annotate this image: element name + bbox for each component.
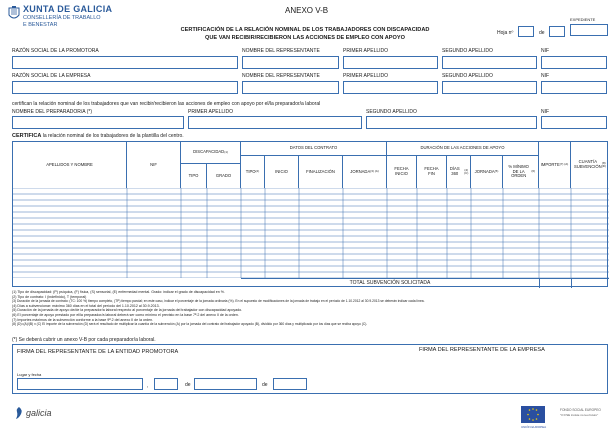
total-cuantia-cell[interactable] [571, 278, 609, 288]
day-input[interactable] [154, 378, 178, 390]
lugar-input[interactable] [17, 378, 143, 390]
certifica-line [12, 133, 184, 139]
col-fecha-fin: FECHA FIN [417, 156, 447, 188]
pct-sup: (6) [531, 169, 535, 174]
col-apellidos: APELLIDOS Y NOMBRE [13, 142, 127, 188]
cuantia-sup: (8) (D) [601, 160, 606, 168]
footer-note: (*) Se deberá cubrir un anexo V-B por cada preparador/a laboral. [12, 337, 156, 343]
empresa-ap1-input[interactable] [343, 81, 438, 94]
total-sheets-input[interactable] [549, 26, 565, 37]
org-sub2: E BENESTAR [23, 22, 58, 28]
note-5: (5) Duración de la jornada de apoyo de/de la preparador/a laboral respecto al porcentaje de la jornada del trabajador con discapacidad apoyado. [12, 308, 243, 313]
preparador-ap2-input[interactable] [366, 116, 537, 129]
eu-flag-icon [521, 406, 545, 423]
notes-block [12, 290, 425, 327]
preparador-nif-input[interactable] [541, 116, 607, 129]
col-tipo: TIPO [181, 164, 207, 188]
jornada-label: JORNADA [350, 168, 371, 174]
promotora-rep-label: NOMBRE DEL REPRESENTANTE [242, 48, 320, 54]
preparador-nombre-label: NOMBRE DEL PREPARADOR/A (*) [12, 109, 93, 115]
empresa-ap2-label: SEGUNDO APELLIDO [442, 73, 493, 79]
dias-label: DÍAS 360 [449, 166, 460, 176]
promotora-razon-label: RAZÓN SOCIAL DE LA PROMOTORA [12, 48, 99, 54]
certify-text: certifican la relación nominal de los trabajadores que van recibir/recibieron las acciones de empleo con apoyo por el/la preparador/a laboral [12, 101, 321, 107]
col-discapacidad [181, 142, 241, 164]
col-importe [539, 142, 571, 188]
col-jornada-apoyo [471, 156, 503, 188]
note-1: (1) Tipo de discapacidad: (P) psíquica, (F) física, (S) sensorial, (E) enfermedad mental. Grado: indicar el grado de discapacidad en %. [12, 290, 225, 294]
firma-promotora: FIRMA DEL REPRESENTANTE DE LA ENTIDAD PROMOTORA [17, 349, 179, 355]
month-input[interactable] [194, 378, 257, 390]
promotora-ap2-label: SEGUNDO APELLIDO [442, 48, 493, 54]
col-jornada [343, 156, 387, 188]
col-nif: NIF [127, 142, 181, 188]
empresa-razon-label: RAZÓN SOCIAL DE LA EMPRESA [12, 73, 91, 79]
table-body-grid[interactable] [13, 188, 609, 278]
promotora-ap1-label: PRIMER APELLIDO [343, 48, 389, 54]
preparador-ap2-label: SEGUNDO APELLIDO [366, 109, 417, 115]
lugar-label: Lugar y fecha [17, 372, 42, 377]
certifica-bold: CERTIFICA [12, 133, 42, 139]
certifica-rest: la relación nominal de los trabajadores de la plantilla del centro. [41, 133, 184, 139]
note-6: (6) El porcentaje de apoyo prestado por el/la preparador/a laboral deberá ser como mínimo el previsto en la base 7ª.2 del anexo II de la orden. [12, 312, 239, 317]
pct-label: % MÍNIMO DE LA ORDEN [508, 164, 529, 179]
col-finalizacion: FINALIZACIÓN [299, 156, 343, 188]
org-name: XUNTA DE GALICIA [23, 4, 113, 14]
eu-label: UNIÓN EUROPEA [521, 425, 547, 429]
sheet-number-input[interactable] [518, 26, 534, 37]
jornada2-label: JORNADA [474, 168, 495, 174]
preparador-nif-label: NIF [541, 109, 550, 115]
title-line2: QUE VAN RECIBIR/RECIBIERON LAS ACCIONES DE EMPLEO CON APOYO [205, 35, 405, 41]
col-dias [447, 156, 471, 188]
col-pct [503, 156, 539, 188]
jornada-sup: (3) (A) [370, 169, 379, 174]
preparador-ap1-label: PRIMER APELLIDO [188, 109, 234, 115]
tipo-c-label: TIPO [245, 168, 256, 174]
fse-line1: FONDO SOCIAL EUROPEO [560, 408, 601, 412]
title-line1: CERTIFICACIÓN DE LA RELACIÓN NOMINAL DE LOS TRABAJADORES CON DISCAPACIDAD [180, 27, 430, 33]
promotora-nif-label: NIF [541, 48, 550, 54]
org-sub1: CONSELLERÍA DE TRABALLO [23, 15, 101, 21]
fse-line2: "O FSE inviste no teu futuro" [560, 413, 599, 417]
discapacidad-label: DISCAPACIDAD [193, 149, 225, 155]
col-inicio: INICIO [265, 156, 299, 188]
signature-box [12, 344, 608, 394]
promotora-ap1-input[interactable] [343, 56, 438, 69]
empresa-ap1-label: PRIMER APELLIDO [343, 73, 389, 79]
expediente-input[interactable] [570, 24, 608, 36]
cuantia-label: CUANTÍA SUBVENCIÓN [574, 159, 602, 169]
de-sep-1: de [185, 382, 191, 388]
de-sep-2: de [262, 382, 268, 388]
empresa-nif-input[interactable] [541, 81, 607, 94]
total-label: TOTAL SUBVENCIÓN SOLICITADA [241, 278, 539, 288]
discapacidad-sup: (1) [224, 149, 228, 154]
note-7: (7) Importes máximos de la subvención conforme a la base 9ª.2 del anexo II de la orden. [12, 317, 154, 322]
dias-sup: (4) (C) [464, 167, 469, 175]
comma-sep: , [147, 383, 149, 389]
promotora-rep-input[interactable] [242, 56, 339, 69]
preparador-nombre-input[interactable] [12, 116, 184, 129]
jornada2-sup: (5) [494, 169, 499, 174]
empresa-rep-label: NOMBRE DEL REPRESENTANTE [242, 73, 320, 79]
firma-empresa: FIRMA DEL REPRESENTANTE DE LA EMPRESA [419, 347, 545, 353]
galicia-wordmark: galicia [26, 408, 52, 418]
empresa-ap2-input[interactable] [442, 81, 537, 94]
sheet-label: Hoja nº [497, 30, 514, 36]
empresa-rep-input[interactable] [242, 81, 339, 94]
col-grado: GRADO [207, 164, 241, 188]
promotora-razon-input[interactable] [12, 56, 238, 69]
note-4: (4) Días a subvencionar: máximo 360 días en el total del período del 1.10.2012 al 30.9.2013. [12, 303, 160, 308]
tipo-c-sup: (2) [255, 169, 260, 174]
promotora-ap2-input[interactable] [442, 56, 537, 69]
importe-label: IMPORTE [540, 161, 560, 167]
empresa-nif-label: NIF [541, 73, 550, 79]
note-2: (2) Tipo de contrato: I (indefinido), T (temporal) [12, 294, 87, 299]
empresa-razon-input[interactable] [12, 81, 238, 94]
promotora-nif-input[interactable] [541, 56, 607, 69]
galicia-logo-icon [14, 406, 24, 420]
importe-sup: (7) (A) [559, 162, 569, 167]
year-input[interactable] [273, 378, 307, 390]
of-label: de [539, 30, 545, 36]
col-datos-contrato: DATOS DEL CONTRATO [241, 142, 387, 156]
col-tipo-contrato [241, 156, 265, 188]
expediente-label: EXPEDIENTE [570, 17, 596, 22]
preparador-ap1-input[interactable] [188, 116, 362, 129]
col-cuantia [571, 142, 609, 188]
col-fecha-inicio: FECHA INICIO [387, 156, 417, 188]
xunta-logo-icon [8, 6, 20, 22]
workers-table [12, 141, 608, 287]
total-importe-cell[interactable] [539, 278, 571, 288]
annex-title: ANEXO V-B [285, 6, 329, 15]
note-8: (8) (D)=(A)/(B) x (C) El importe de la subvención (D) será el resultado de multiplicar la cuantía de la subvención (A) por la jornada del contrato del trabajador apoyado (B), dividido por 360 días y multiplicado por los días que se reciba apoyo (C). [12, 322, 368, 327]
col-duracion: DURACIÓN DE LAS ACCIONES DE APOYO [387, 142, 539, 156]
note-3: (3) Duración de la jornada de contrato: (TC: 100 %) tiempo completo, (TP) tiempo parcial; en este caso, indicar el porcentaje de la jornada ordinaria (%). En el supuesto de modificaciones de la jornada de trabajo en el período de 1.10.2012 al 30.9.2013 se deberán indicar cada línea. [12, 299, 425, 304]
